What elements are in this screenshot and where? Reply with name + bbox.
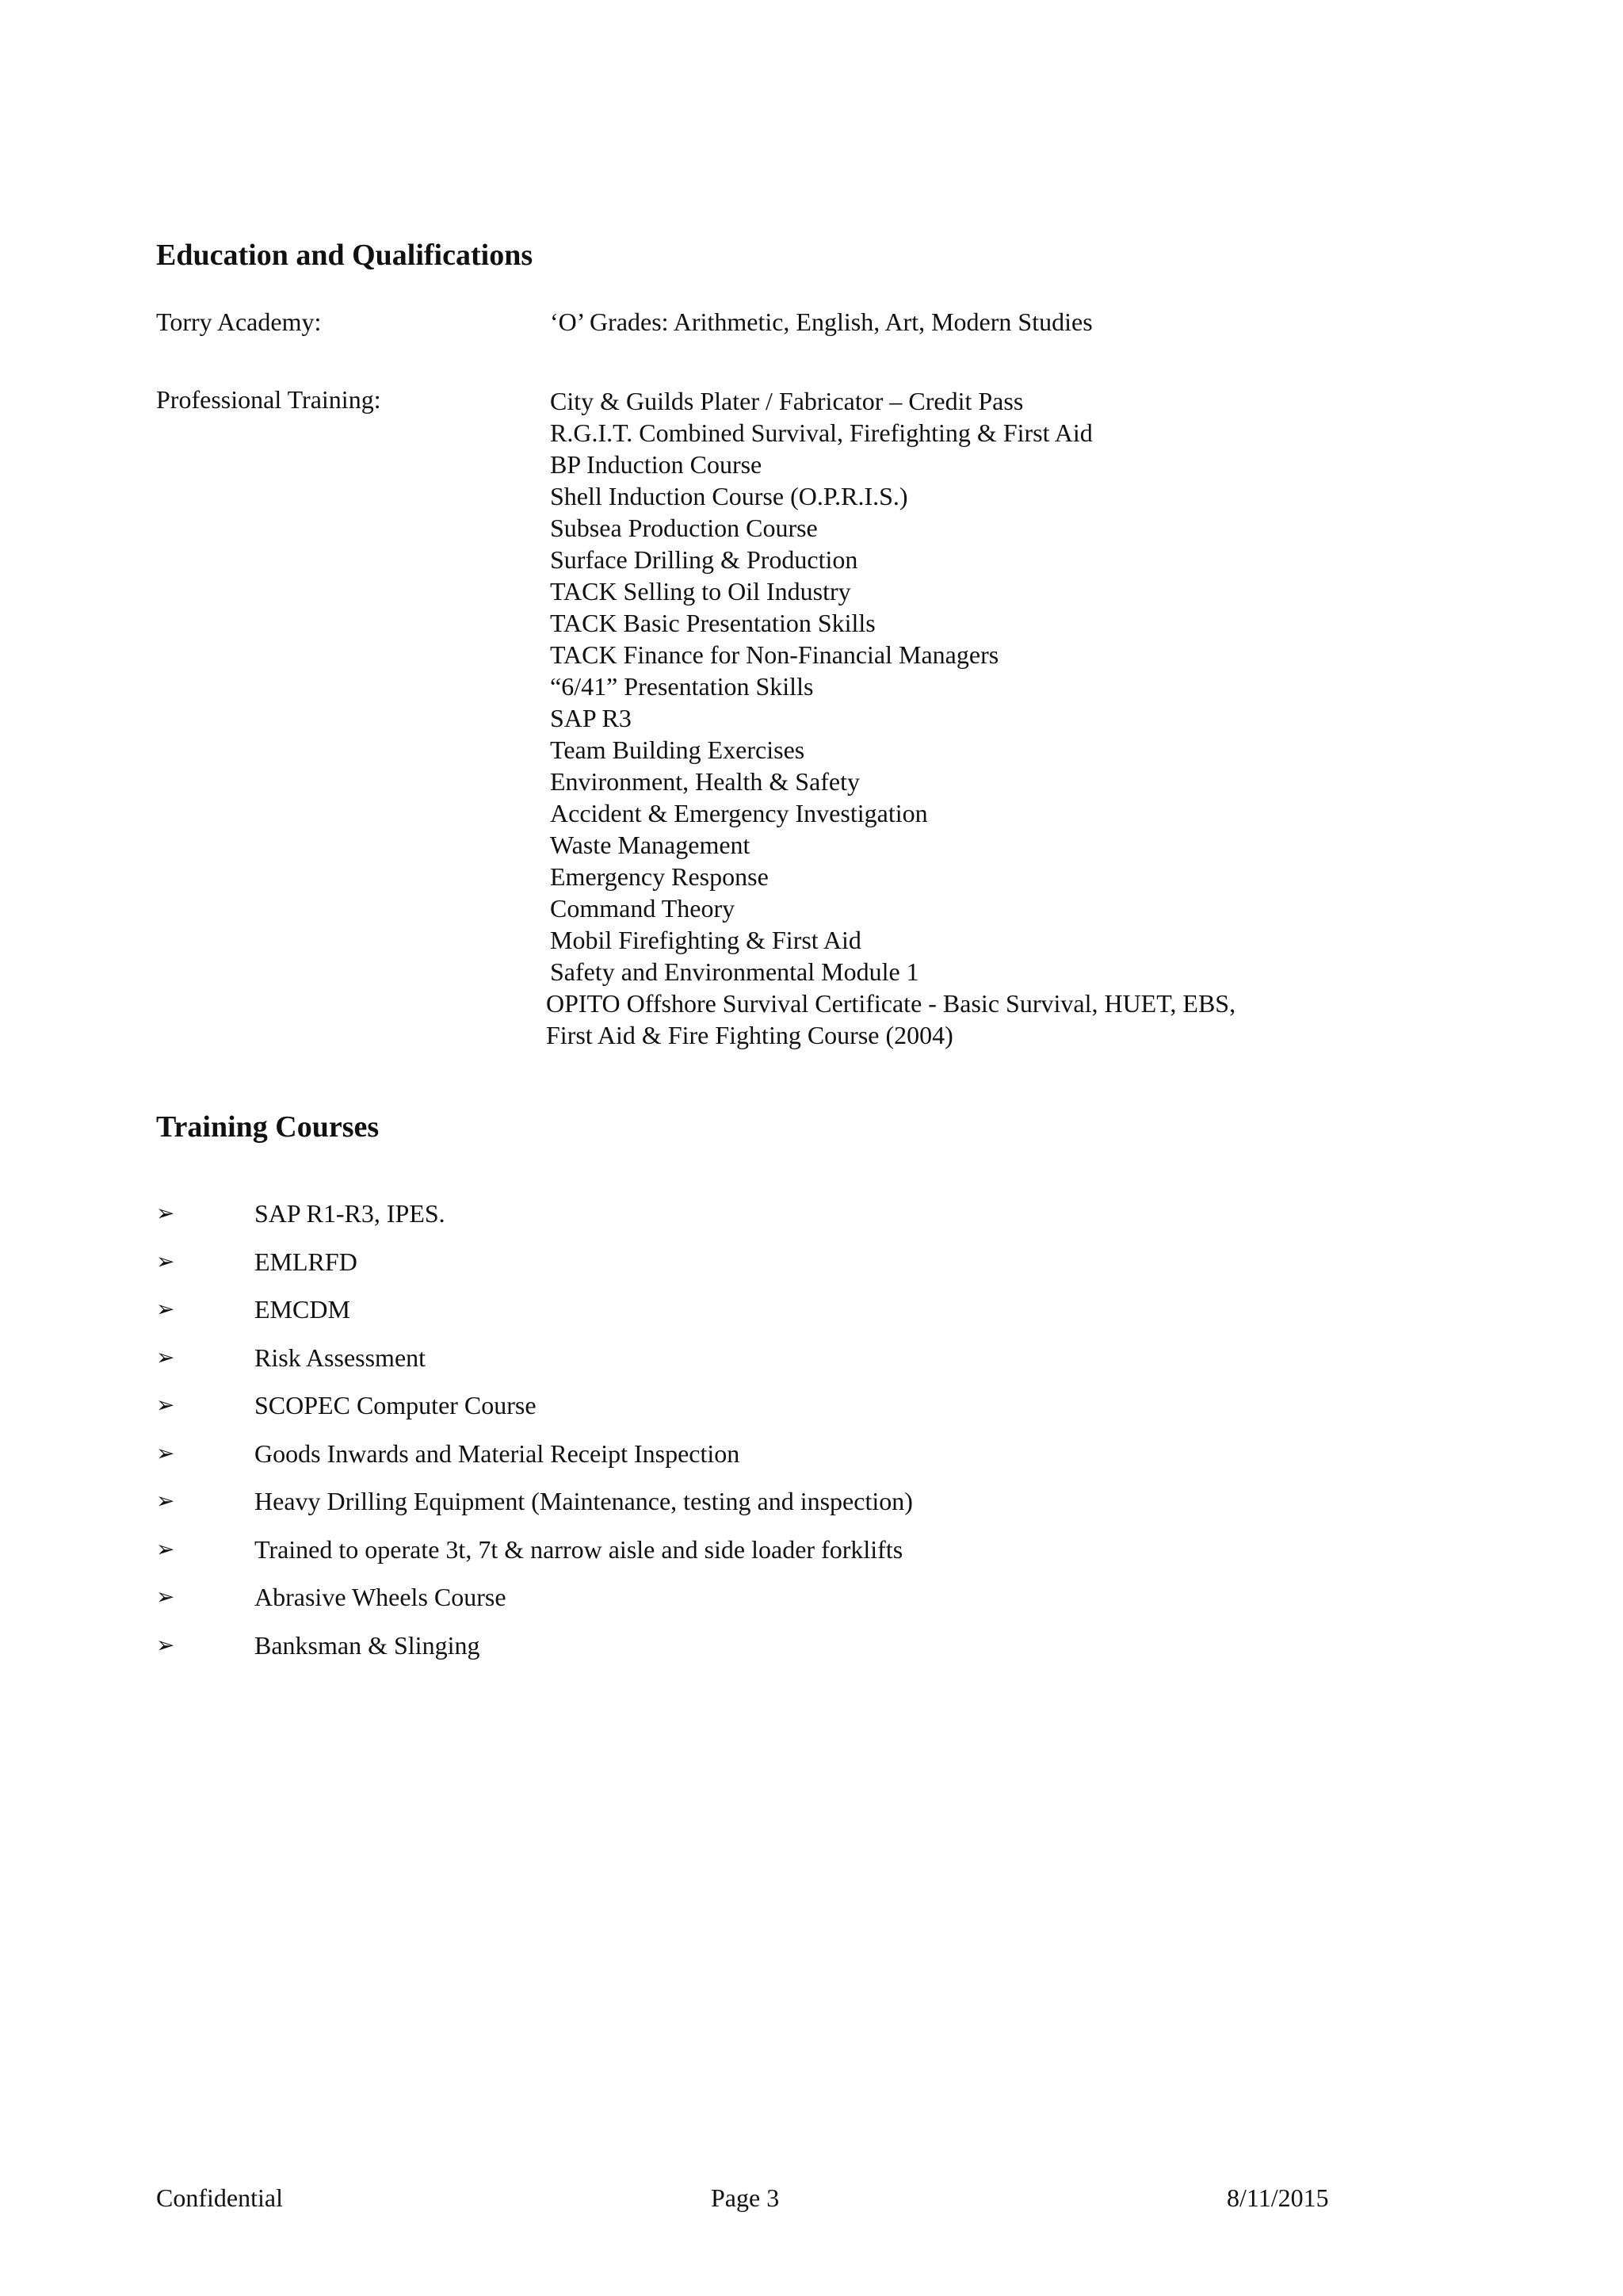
course-item [156,1198,913,1246]
arrow-bullet-icon: ➢ [156,1488,175,1514]
arrow-bullet-icon: ➢ [156,1631,175,1658]
footer-confidential: Confidential [156,2183,283,2212]
arrow-bullet-icon: ➢ [156,1392,175,1418]
course-label: Trained to operate 3t, 7t & narrow aisle and side loader forklifts [254,1534,903,1564]
arrow-bullet-icon: ➢ [156,1535,175,1562]
training-item: Environment, Health & Safety [550,767,861,796]
course-item [156,1534,913,1582]
course-label: Risk Assessment [254,1343,426,1372]
arrow-bullet-icon: ➢ [156,1439,175,1466]
training-item: SAP R3 [550,704,632,732]
arrow-bullet-icon: ➢ [156,1584,175,1610]
training-item: “6/41” Presentation Skills [550,672,814,701]
course-item [156,1246,913,1294]
course-label: SCOPEC Computer Course [254,1391,537,1419]
training-item: OPITO Offshore Survival Certificate - Basic Survival, HUET, EBS, [546,989,1236,1018]
arrow-bullet-icon: ➢ [156,1247,175,1274]
course-item [156,1485,913,1534]
course-label: EMCDM [254,1295,350,1324]
professional-training-list [546,385,1236,1051]
training-courses-heading: Training Courses [156,1110,380,1144]
training-item: R.G.I.T. Combined Survival, Firefighting & First Aid [550,418,1093,447]
training-item: Safety and Environmental Module 1 [550,957,919,986]
training-item: TACK Finance for Non-Financial Managers [550,640,999,669]
torry-academy-label: Torry Academy: [156,308,322,336]
footer-page-number: Page 3 [711,2183,780,2212]
training-courses-list [156,1198,913,1677]
footer-date: 8/11/2015 [1227,2183,1329,2212]
course-label: Goods Inwards and Material Receipt Inspection [254,1438,740,1468]
training-item: Team Building Exercises [550,735,805,764]
arrow-bullet-icon: ➢ [156,1200,175,1226]
training-item: City & Guilds Plater / Fabricator – Credit Pass [550,387,1024,415]
training-item: Shell Induction Course (O.P.R.I.S.) [550,482,908,510]
course-item [156,1581,913,1629]
professional-training-label: Professional Training: [156,385,381,414]
torry-academy-value: ‘O’ Grades: Arithmetic, English, Art, Modern Studies [550,308,1093,336]
training-item: Surface Drilling & Production [550,545,858,574]
training-item: Waste Management [550,831,750,859]
arrow-bullet-icon: ➢ [156,1296,175,1322]
course-label: SAP R1-R3, IPES. [254,1199,445,1228]
training-item: Subsea Production Course [550,514,818,542]
course-label: EMLRFD [254,1247,357,1276]
course-item [156,1438,913,1486]
training-item: BP Induction Course [550,450,762,479]
course-item [156,1389,913,1438]
course-item [156,1629,913,1678]
course-item [156,1293,913,1342]
course-label: Abrasive Wheels Course [254,1583,506,1611]
course-item [156,1342,913,1390]
training-item: TACK Selling to Oil Industry [550,577,851,606]
training-item: Mobil Firefighting & First Aid [550,926,861,954]
training-item: Accident & Emergency Investigation [550,799,928,827]
training-item: TACK Basic Presentation Skills [550,609,876,637]
course-label: Banksman & Slinging [254,1630,480,1660]
training-item: Command Theory [550,894,735,923]
arrow-bullet-icon: ➢ [156,1343,175,1370]
training-item: Emergency Response [550,862,769,891]
education-heading: Education and Qualifications [156,239,533,272]
course-label: Heavy Drilling Equipment (Maintenance, testing and inspection) [254,1487,913,1515]
training-item: First Aid & Fire Fighting Course (2004) [546,1021,953,1049]
